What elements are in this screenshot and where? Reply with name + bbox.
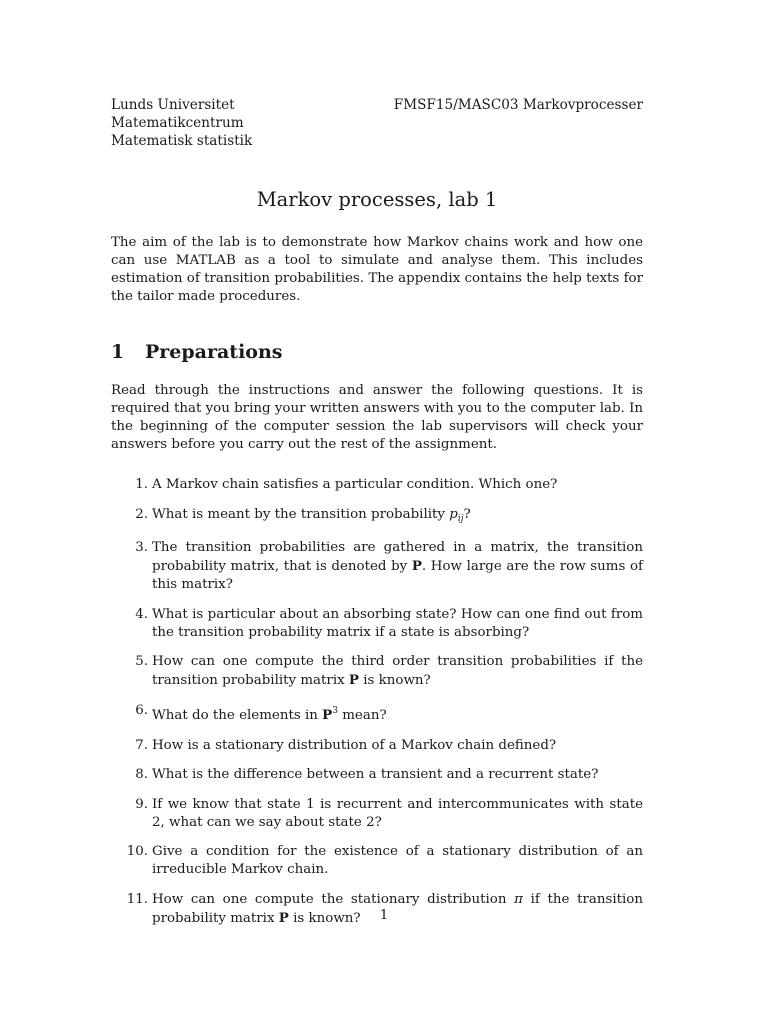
question-text: How is a stationary distribution of a Markov chain defined? <box>152 737 557 753</box>
list-item <box>111 843 643 879</box>
question-number: 7. <box>135 737 148 753</box>
question-number: 4. <box>135 606 148 622</box>
matrix-symbol: P <box>411 558 422 575</box>
preparations-paragraph: Read through the instructions and answer the following questions. It is required that you bring your written answers with you to the computer lab. In the beginning of the computer session the lab supervisors will check your answers before you carry out the rest of the assignment. <box>111 383 643 452</box>
question-text <box>152 653 643 690</box>
course-code: FMSF15/MASC03 Markovprocesser <box>393 97 643 113</box>
question-number: 1. <box>135 477 148 492</box>
section-number: 1 <box>111 341 125 363</box>
list-item <box>111 476 643 494</box>
math-symbol: p <box>449 506 458 522</box>
department-name: Matematikcentrum <box>111 115 244 131</box>
question-text-part: What do the elements in <box>152 707 323 723</box>
question-text-part: How can one compute the third order transition probabilities if the transition probability matrix <box>152 654 643 689</box>
question-text-part: ? <box>463 506 471 522</box>
question-number: 2. <box>135 506 148 522</box>
question-number: 5. <box>135 654 148 670</box>
question-text: If we know that state 1 is recurrent and intercommunicates with state 2, what can we say about state 2? <box>152 796 643 830</box>
institution-block <box>111 96 252 150</box>
question-text <box>152 702 643 725</box>
intro-paragraph: The aim of the lab is to demonstrate how Markov chains work and how one can use MATLAB as a tool to simulate and analyse them. This includes estimation of transition probabilities. The appendix contains the help texts for the tailor made procedures. <box>111 235 643 304</box>
question-text: A Markov chain satisfies a particular condition. Which one? <box>152 477 558 492</box>
math-symbol: π <box>514 891 523 907</box>
question-number: 8. <box>135 767 148 783</box>
question-text <box>152 539 643 594</box>
math-subscript: ij <box>457 513 464 524</box>
page-header <box>111 96 643 150</box>
question-text: What is the difference between a transient and a recurrent state? <box>152 767 599 783</box>
question-text-part: How can one compute the stationary distribution <box>152 891 515 907</box>
list-item <box>111 606 643 642</box>
page-number: 1 <box>379 908 389 923</box>
matrix-symbol: P <box>348 672 359 689</box>
question-number: 9. <box>135 796 148 812</box>
math-superscript: 3 <box>332 705 338 716</box>
question-text-part: The transition probabilities are gathered in a matrix, the transition probability matrix, that is denoted by <box>152 540 643 575</box>
list-item <box>111 653 643 690</box>
question-text <box>152 506 643 528</box>
question-number: 3. <box>135 540 148 556</box>
question-number: 10. <box>126 844 148 860</box>
question-text-part: is known? <box>288 910 361 926</box>
section-title: Preparations <box>145 341 283 363</box>
question-text-part: if the transition probability matrix <box>152 891 643 926</box>
question-list <box>111 476 643 928</box>
university-name: Lunds Universitet <box>111 97 235 113</box>
list-item <box>111 737 643 755</box>
question-text-part: What is meant by the transition probability <box>152 506 450 522</box>
question-text: Give a condition for the existence of a stationary distribution of an irreducible Markov chain. <box>152 844 643 878</box>
question-number: 6. <box>135 702 148 718</box>
list-item <box>111 702 643 725</box>
division-name: Matematisk statistik <box>111 133 253 149</box>
section-heading <box>111 339 643 365</box>
list-item <box>111 539 643 594</box>
question-text-part: is known? <box>359 673 431 689</box>
document-title: Markov processes, lab 1 <box>256 188 498 211</box>
question-text-part: mean? <box>337 707 387 723</box>
page-content <box>111 96 643 940</box>
list-item <box>111 506 643 528</box>
matrix-symbol: P <box>322 706 333 723</box>
list-item <box>111 796 643 832</box>
question-text: What is particular about an absorbing state? How can one find out from the transition probability matrix if a state is absorbing? <box>152 606 643 640</box>
matrix-symbol: P <box>278 909 289 926</box>
list-item <box>111 766 643 784</box>
question-number: 11. <box>126 891 148 907</box>
question-text-part: . How large are the row sums of this matrix? <box>152 559 643 593</box>
